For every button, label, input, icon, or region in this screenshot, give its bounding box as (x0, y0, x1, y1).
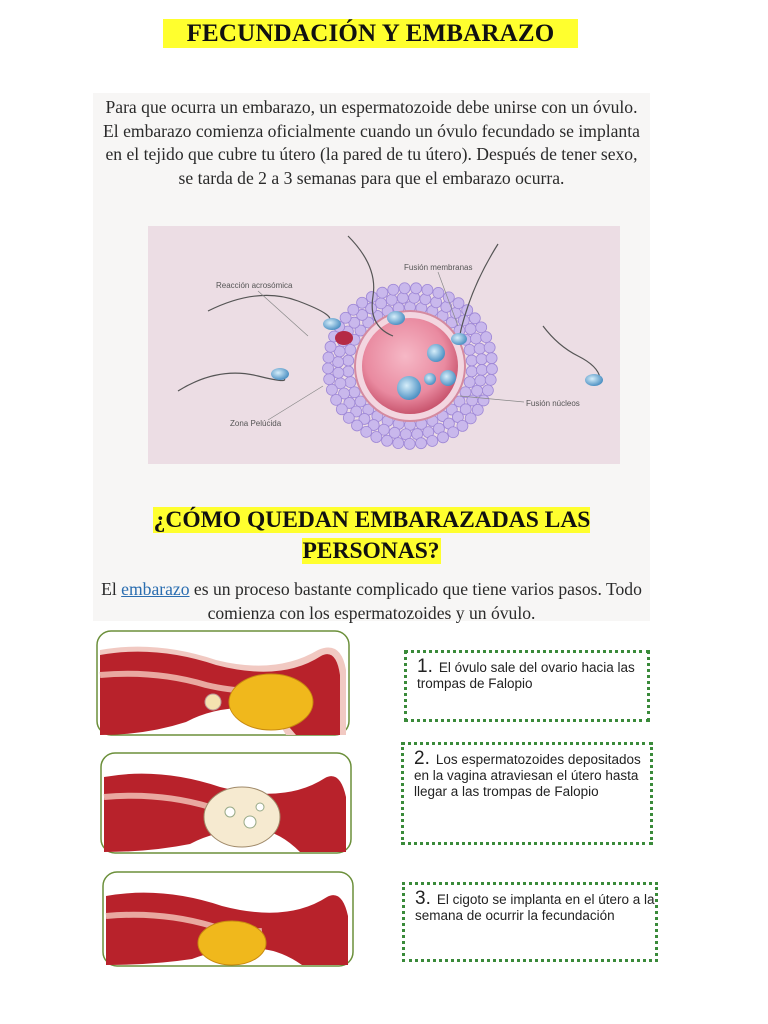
embarazo-link[interactable]: embarazo (121, 579, 190, 599)
step-3-illustration (102, 871, 354, 967)
label-fusion-membranas: Fusión membranas (404, 263, 473, 272)
label-fusion-nucleos: Fusión núcleos (526, 399, 580, 408)
step-2-illustration (100, 752, 352, 854)
intro-paragraph: Para que ocurra un embarazo, un espermatozoide debe unirse con un óvulo. El embarazo comienza oficialmente cuando un óvulo fecundado se implanta en el tejido que cubre tu útero (la pared de tu útero). Después de tener sexo, se tarda de 2 a 3 semanas para que el embarazo ocurra. (103, 97, 640, 188)
fertilization-diagram (148, 226, 620, 464)
section-heading: ¿CÓMO QUEDAN EMBARAZADAS LAS PERSONAS? (153, 507, 591, 564)
step-1-box: 1. El óvulo sale del ovario hacia las trompas de Falopio (404, 650, 650, 722)
process-paragraph: El embarazo es un proceso bastante complicado que tiene varios pasos. Todo comienza con los espermatozoides y un óvulo. (101, 579, 642, 623)
page-title: FECUNDACIÓN Y EMBARAZO (163, 19, 578, 48)
step-1-illustration (96, 630, 350, 736)
label-zona-pelucida: Zona Pelúcida (230, 419, 282, 428)
label-reaccion-acrosomica: Reacción acrosómica (216, 281, 293, 290)
step-3-box: 3. El cigoto se implanta en el útero a la semana de ocurrir la fecundación (402, 882, 658, 962)
step-2-box: 2. Los espermatozoides depositados en la vagina atraviesan el útero hasta llegar a las trompas de Falopio (401, 742, 653, 845)
